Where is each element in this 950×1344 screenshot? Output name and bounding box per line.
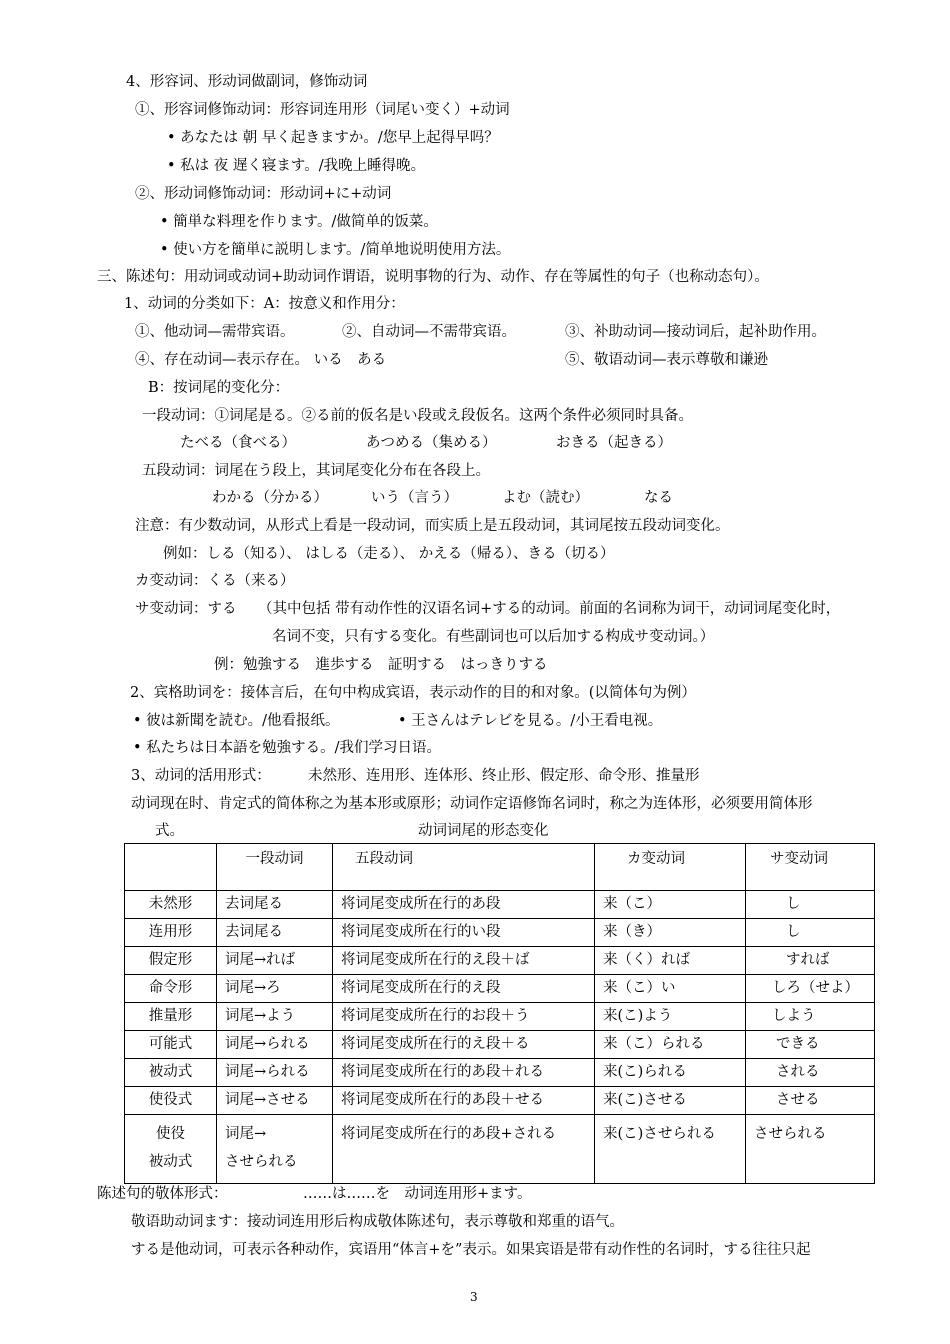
table-cell: 词尾→れば	[217, 947, 333, 975]
auxiliary-verb-item: ③、补助动词—接动词后，起补助作用。	[565, 324, 826, 340]
note-exception: 注意：有少数动词，从形式上看是一段动词，而实质上是五段动词，其词尾按五段动词变化。	[135, 518, 730, 534]
table-row	[125, 891, 875, 919]
exception-examples: 例如：しる（知る）、 はしる（走る）、 かえる（帰る）、きる（切る）	[163, 546, 615, 562]
example-line: • 私たちは日本語を勉強する。/我们学习日语。	[133, 740, 442, 756]
table-header-row	[125, 844, 875, 891]
table-cell: 来(こ)させる	[595, 1087, 746, 1115]
table-cell: しよう	[746, 1003, 875, 1031]
sa-irregular-examples: 例：勉強する 進歩する 証明する はっきりする	[214, 657, 548, 673]
sa-irregular-verb-desc-cont: 名词不变，只有する变化。有些副词也可以后加する构成サ变动词。）	[272, 629, 715, 645]
table-cell: 来(こ)られる	[595, 1059, 746, 1087]
table-header-cell: 一段动词	[217, 844, 333, 891]
ichidan-example: あつめる（集める）	[366, 435, 497, 451]
table-cell: させられる	[746, 1115, 875, 1184]
basic-form-explanation: 动词现在时、肯定式的简体称之为基本形或原形；动词作定语修饰名词时，称之为连体形，必须要用简体形	[131, 796, 813, 812]
table-cell: 将词尾变成所在行的あ段+される	[333, 1115, 595, 1184]
table-header-cell: 五段动词	[333, 844, 595, 891]
table-header-cell: サ变动词	[746, 844, 875, 891]
table-header-cell	[125, 844, 217, 891]
table-cell: 词尾→られる	[217, 1031, 333, 1059]
ichidan-verb-rule: 一段动词：①词尾是る。②る前的仮名是い段或え段仮名。这两个条件必须同时具备。	[142, 408, 693, 424]
table-cell: 词尾→ろ	[217, 975, 333, 1003]
table-cell: し	[746, 891, 875, 919]
masu-explanation: 敬语助动词ます：接动词连用形后构成敬体陈述句，表示尊敬和郑重的语气。	[131, 1214, 624, 1230]
form-name-line: 被动式	[148, 1153, 193, 1170]
table-cell: 来（こ）られる	[595, 1031, 746, 1059]
form-name-cell: 可能式	[125, 1031, 217, 1059]
object-particle-heading: 2、宾格助词を：接体言后，在句中构成宾语，表示动作的目的和对象。(以简体句为例）	[130, 685, 696, 701]
table-cell: 来（こ）い	[595, 975, 746, 1003]
godan-example: なる	[644, 490, 673, 506]
godan-example: いう（言う）	[371, 490, 458, 506]
ka-irregular-verb: カ变动词：くる（来る）	[135, 573, 295, 589]
table-cell: 来（こ）	[595, 891, 746, 919]
table-cell: される	[746, 1059, 875, 1087]
form-name-cell: 推量形	[125, 1003, 217, 1031]
form-name-cell	[125, 1115, 217, 1184]
table-row	[125, 1115, 875, 1184]
example-line: • 私は 夜 遅く寝ます。/我晚上睡得晚。	[167, 158, 426, 174]
section-heading-declarative: 三、陈述句：用动词或动词+助动词作谓语，说明事物的行为、动作、存在等属性的句子（也称动态句）。	[97, 269, 769, 285]
adjectival-verb-modifier-rule: ②、形动词修饰动词：形动词+に+动词	[135, 186, 392, 202]
classification-b-heading: B：按词尾的变化分：	[148, 380, 290, 396]
conjugation-forms-label: 3、动词的活用形式：	[131, 768, 271, 784]
table-cell: すれば	[746, 947, 875, 975]
cell-line: 词尾→	[225, 1126, 267, 1142]
polite-form-label: 陈述句的敬体形式：	[97, 1186, 228, 1202]
basic-form-explanation-cont: 式。	[155, 823, 184, 839]
table-row	[125, 975, 875, 1003]
form-name-line: 使役	[156, 1126, 185, 1142]
transitive-verb-item: ①、他动词—需带宾语。	[135, 324, 295, 340]
table-cell: 来(こ)よう	[595, 1003, 746, 1031]
heading-adverbial-use: 4、形容词、形动词做副词，修饰动词	[126, 74, 368, 90]
table-cell: 将词尾变成所在行的あ段	[333, 891, 595, 919]
table-row	[125, 1059, 875, 1087]
ichidan-example: たべる（食べる）	[180, 435, 296, 451]
table-cell: できる	[746, 1031, 875, 1059]
table-cell: 词尾→させる	[217, 1087, 333, 1115]
adjective-modifier-rule: ①、形容词修饰动词：形容词连用形（词尾い变く）+动词	[135, 102, 510, 118]
form-name-cell: 命令形	[125, 975, 217, 1003]
example-line: • 使い方を簡単に説明します。/简单地说明使用方法。	[160, 242, 511, 258]
table-caption: 动词词尾的形态变化	[418, 823, 549, 839]
example-line: • あなたは 朝 早く起きますか。/您早上起得早吗？	[167, 130, 499, 146]
table-cell: させる	[746, 1087, 875, 1115]
table-row	[125, 1003, 875, 1031]
form-name-cell: 使役式	[125, 1087, 217, 1115]
godan-verb-rule: 五段动词：词尾在う段上，其词尾变化分布在各段上。	[142, 463, 490, 479]
sa-irregular-verb-desc: （其中包括 带有动作性的汉语名词+する的动词。前面的名词称为词干，动词词尾变化时，	[258, 601, 841, 617]
table-cell: 将词尾变成所在行的え段＋る	[333, 1031, 595, 1059]
example-line: • 彼は新聞を読む。/他看报纸。	[133, 713, 340, 729]
honorific-verb-item: ⑤、敬语动词—表示尊敬和谦逊	[565, 352, 768, 368]
godan-example: よむ（読む）	[502, 490, 589, 506]
table-cell: 词尾→よう	[217, 1003, 333, 1031]
table-cell: 将词尾变成所在行的え段	[333, 975, 595, 1003]
sa-irregular-verb-label: サ变动词：する	[135, 601, 237, 617]
table-cell: 来（く）れば	[595, 947, 746, 975]
intransitive-verb-item: ②、自动词—不需带宾语。	[342, 324, 516, 340]
cell-line: させられる	[225, 1153, 298, 1170]
suru-explanation: する是他动词，可表示各种动作，宾语用“体言+を”表示。如果宾语是带有动作性的名词时，する往往只起	[131, 1242, 811, 1258]
example-line: • 簡単な料理を作ります。/做简单的饭菜。	[160, 214, 438, 230]
table-cell: しろ（せよ）	[746, 975, 875, 1003]
example-line: • 王さんはテレビを見る。/小王看电视。	[398, 713, 663, 729]
form-name-cell: 假定形	[125, 947, 217, 975]
godan-example: わかる（分かる）	[212, 490, 328, 506]
table-cell: 将词尾变成所在行的え段＋ば	[333, 947, 595, 975]
page-number: 3	[470, 1290, 478, 1304]
table-row	[125, 947, 875, 975]
table-cell: 来(こ)させられる	[595, 1115, 746, 1184]
table-row	[125, 1087, 875, 1115]
table-cell: 去词尾る	[217, 891, 333, 919]
table-row	[125, 1031, 875, 1059]
table-header-cell: カ变动词	[595, 844, 746, 891]
table-cell	[217, 1115, 333, 1184]
table-cell: し	[746, 919, 875, 947]
conjugation-forms-list: 未然形、连用形、连体形、终止形、假定形、命令形、推量形	[308, 768, 700, 784]
table-row	[125, 919, 875, 947]
form-name-cell: 连用形	[125, 919, 217, 947]
table-cell: 词尾→られる	[217, 1059, 333, 1087]
conjugation-table	[124, 843, 875, 1184]
table-cell: 去词尾る	[217, 919, 333, 947]
existence-verb-item: ④、存在动词—表示存在。 いる ある	[135, 352, 387, 368]
table-cell: 来（き）	[595, 919, 746, 947]
form-name-cell: 未然形	[125, 891, 217, 919]
table-cell: 将词尾变成所在行的い段	[333, 919, 595, 947]
table-cell: 将词尾变成所在行的あ段＋れる	[333, 1059, 595, 1087]
ichidan-example: おきる（起きる）	[556, 435, 672, 451]
table-cell: 将词尾变成所在行的お段＋う	[333, 1003, 595, 1031]
form-name-cell: 被动式	[125, 1059, 217, 1087]
table-cell: 将词尾变成所在行的あ段＋せる	[333, 1087, 595, 1115]
verb-classification-heading: 1、动词的分类如下：A：按意义和作用分：	[124, 296, 405, 312]
polite-form-pattern: ……は……を 动词连用形+ます。	[303, 1186, 532, 1202]
